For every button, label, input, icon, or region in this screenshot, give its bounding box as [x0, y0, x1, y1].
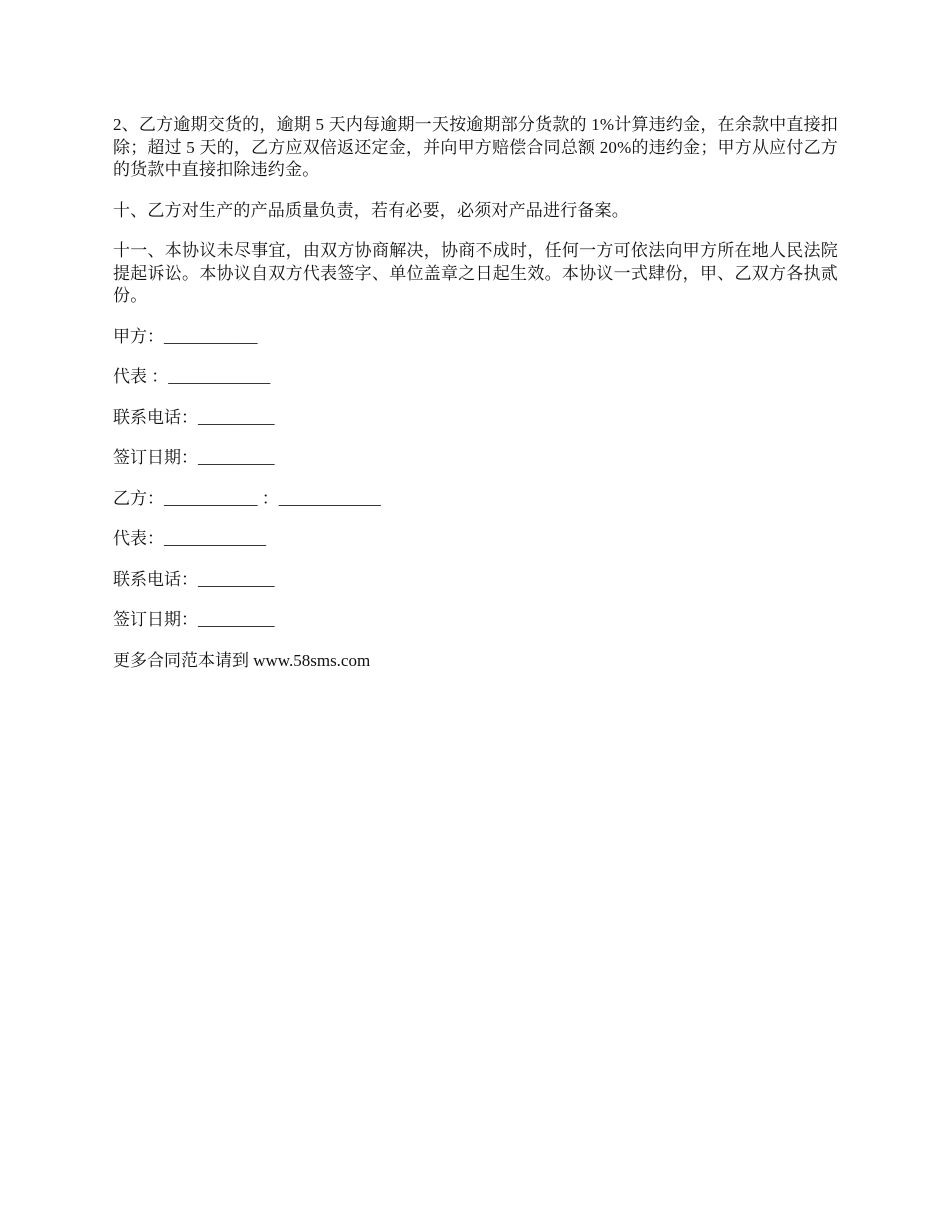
party-a-line: 甲方：___________	[113, 326, 258, 346]
party-b-phone-line: 联系电话：_________	[113, 569, 275, 589]
document-page	[113, 114, 838, 690]
footer-more-templates: 更多合同范本请到 www.58sms.com	[113, 650, 371, 670]
party-a-date-line: 签订日期：_________	[113, 448, 275, 467]
clause-late-delivery: 2、乙方逾期交货的，逾期 5 天内每逾期一天按逾期部分货款的 1%计算违约金，在余款中直接扣除；超过 5 天的，乙方应双倍返还定金，并向甲方赔偿合同总额 20%的违约金；甲方从应付乙方的货款中直接扣除违约金。	[113, 115, 838, 179]
clause-ten-quality: 十、乙方对生产的产品质量负责，若有必要，必须对产品进行备案。	[113, 200, 629, 220]
party-b-line: 乙方：___________ ：____________	[113, 488, 381, 508]
clause-eleven-disputes: 十一、本协议未尽事宜，由双方协商解决，协商不成时，任何一方可依法向甲方所在地人民法院提起诉讼。本协议自双方代表签字、单位盖章之日起生效。本协议一式肆份，甲、乙双方各执贰份。	[113, 241, 838, 305]
party-a-representative-line: 代表 ：____________	[113, 367, 271, 386]
party-b-representative-line: 代表：____________	[113, 529, 266, 548]
party-a-phone-line: 联系电话：_________	[113, 407, 275, 427]
party-b-date-line: 签订日期：_________	[113, 610, 275, 629]
